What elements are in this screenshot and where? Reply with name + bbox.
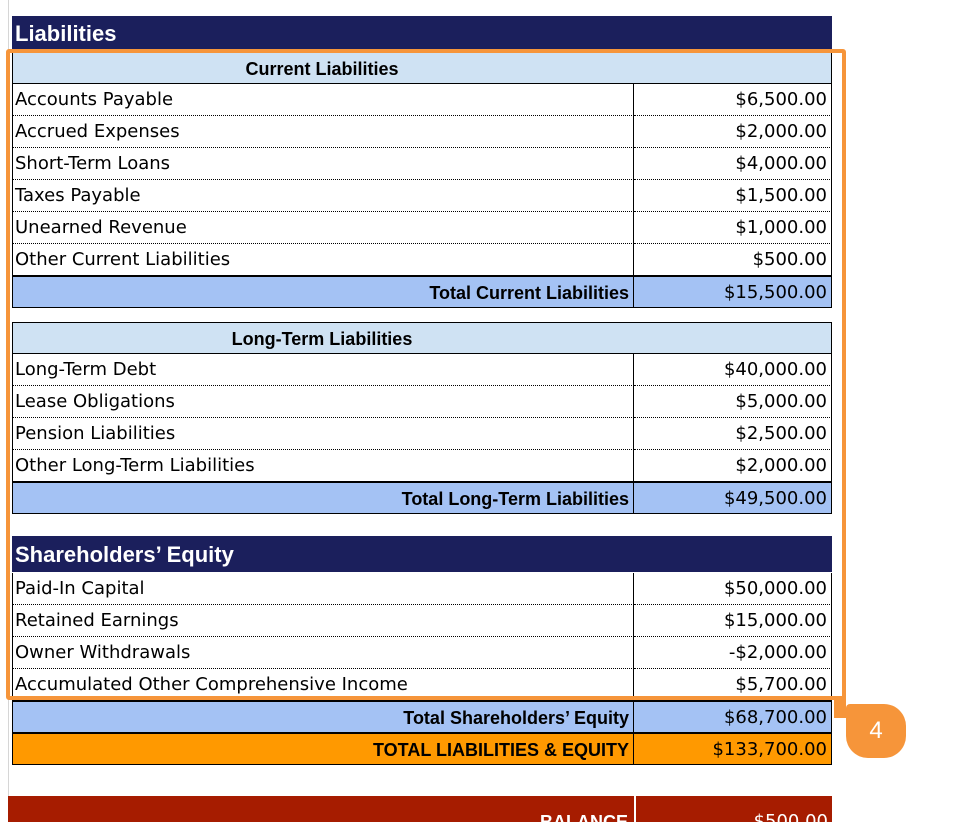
row-label-accrued-expenses[interactable]: Accrued Expenses [12, 116, 634, 148]
row-value-other-current-liabilities[interactable]: $500.00 [634, 244, 832, 276]
callout-connector [834, 696, 846, 718]
total-current-liabilities-label[interactable]: Total Current Liabilities [12, 276, 634, 308]
row-label-long-term-debt[interactable]: Long-Term Debt [12, 354, 634, 386]
row-value-retained-earnings[interactable]: $15,000.00 [634, 605, 832, 637]
row-label-short-term-loans[interactable]: Short-Term Loans [12, 148, 634, 180]
balance-value[interactable]: $500.00 [753, 811, 828, 832]
row-label-owner-withdrawals[interactable]: Owner Withdrawals [12, 637, 634, 669]
row-label-other-long-term-liabilities[interactable]: Other Long-Term Liabilities [12, 450, 634, 482]
current-liabilities-header[interactable]: Current Liabilities [12, 52, 832, 84]
row-value-accounts-payable[interactable]: $6,500.00 [634, 84, 832, 116]
row-value-accumulated-oci[interactable]: $5,700.00 [634, 669, 832, 701]
total-long-term-liabilities-label[interactable]: Total Long-Term Liabilities [12, 482, 634, 514]
row-value-paid-in-capital[interactable]: $50,000.00 [634, 573, 832, 605]
total-liabilities-equity-label[interactable]: TOTAL LIABILITIES & EQUITY [12, 733, 634, 765]
row-value-long-term-debt[interactable]: $40,000.00 [634, 354, 832, 386]
liabilities-section-header[interactable]: Liabilities [12, 16, 832, 50]
row-value-unearned-revenue[interactable]: $1,000.00 [634, 212, 832, 244]
balance-separator [634, 796, 636, 822]
row-value-taxes-payable[interactable]: $1,500.00 [634, 180, 832, 212]
row-label-lease-obligations[interactable]: Lease Obligations [12, 386, 634, 418]
row-label-accounts-payable[interactable]: Accounts Payable [12, 84, 634, 116]
highlight-box [6, 49, 846, 700]
row-label-paid-in-capital[interactable]: Paid-In Capital [12, 573, 634, 605]
row-value-short-term-loans[interactable]: $4,000.00 [634, 148, 832, 180]
row-label-unearned-revenue[interactable]: Unearned Revenue [12, 212, 634, 244]
row-label-other-current-liabilities[interactable]: Other Current Liabilities [12, 244, 634, 276]
row-label-taxes-payable[interactable]: Taxes Payable [12, 180, 634, 212]
long-term-liabilities-header[interactable]: Long-Term Liabilities [12, 322, 832, 354]
row-value-lease-obligations[interactable]: $5,000.00 [634, 386, 832, 418]
callout-badge: 4 [846, 704, 906, 758]
total-long-term-liabilities-value[interactable]: $49,500.00 [634, 482, 832, 514]
balance-label[interactable]: BALANCE [540, 812, 628, 832]
row-label-retained-earnings[interactable]: Retained Earnings [12, 605, 634, 637]
row-value-accrued-expenses[interactable]: $2,000.00 [634, 116, 832, 148]
row-value-pension-liabilities[interactable]: $2,500.00 [634, 418, 832, 450]
total-current-liabilities-value[interactable]: $15,500.00 [634, 276, 832, 308]
row-value-other-long-term-liabilities[interactable]: $2,000.00 [634, 450, 832, 482]
row-label-pension-liabilities[interactable]: Pension Liabilities [12, 418, 634, 450]
total-shareholders-equity-label[interactable]: Total Shareholders’ Equity [12, 701, 634, 733]
equity-section-header[interactable]: Shareholders’ Equity [12, 536, 832, 572]
total-liabilities-equity-value[interactable]: $133,700.00 [634, 733, 832, 765]
row-label-accumulated-oci[interactable]: Accumulated Other Comprehensive Income [12, 669, 634, 701]
total-shareholders-equity-value[interactable]: $68,700.00 [634, 701, 832, 733]
row-value-owner-withdrawals[interactable]: -$2,000.00 [634, 637, 832, 669]
